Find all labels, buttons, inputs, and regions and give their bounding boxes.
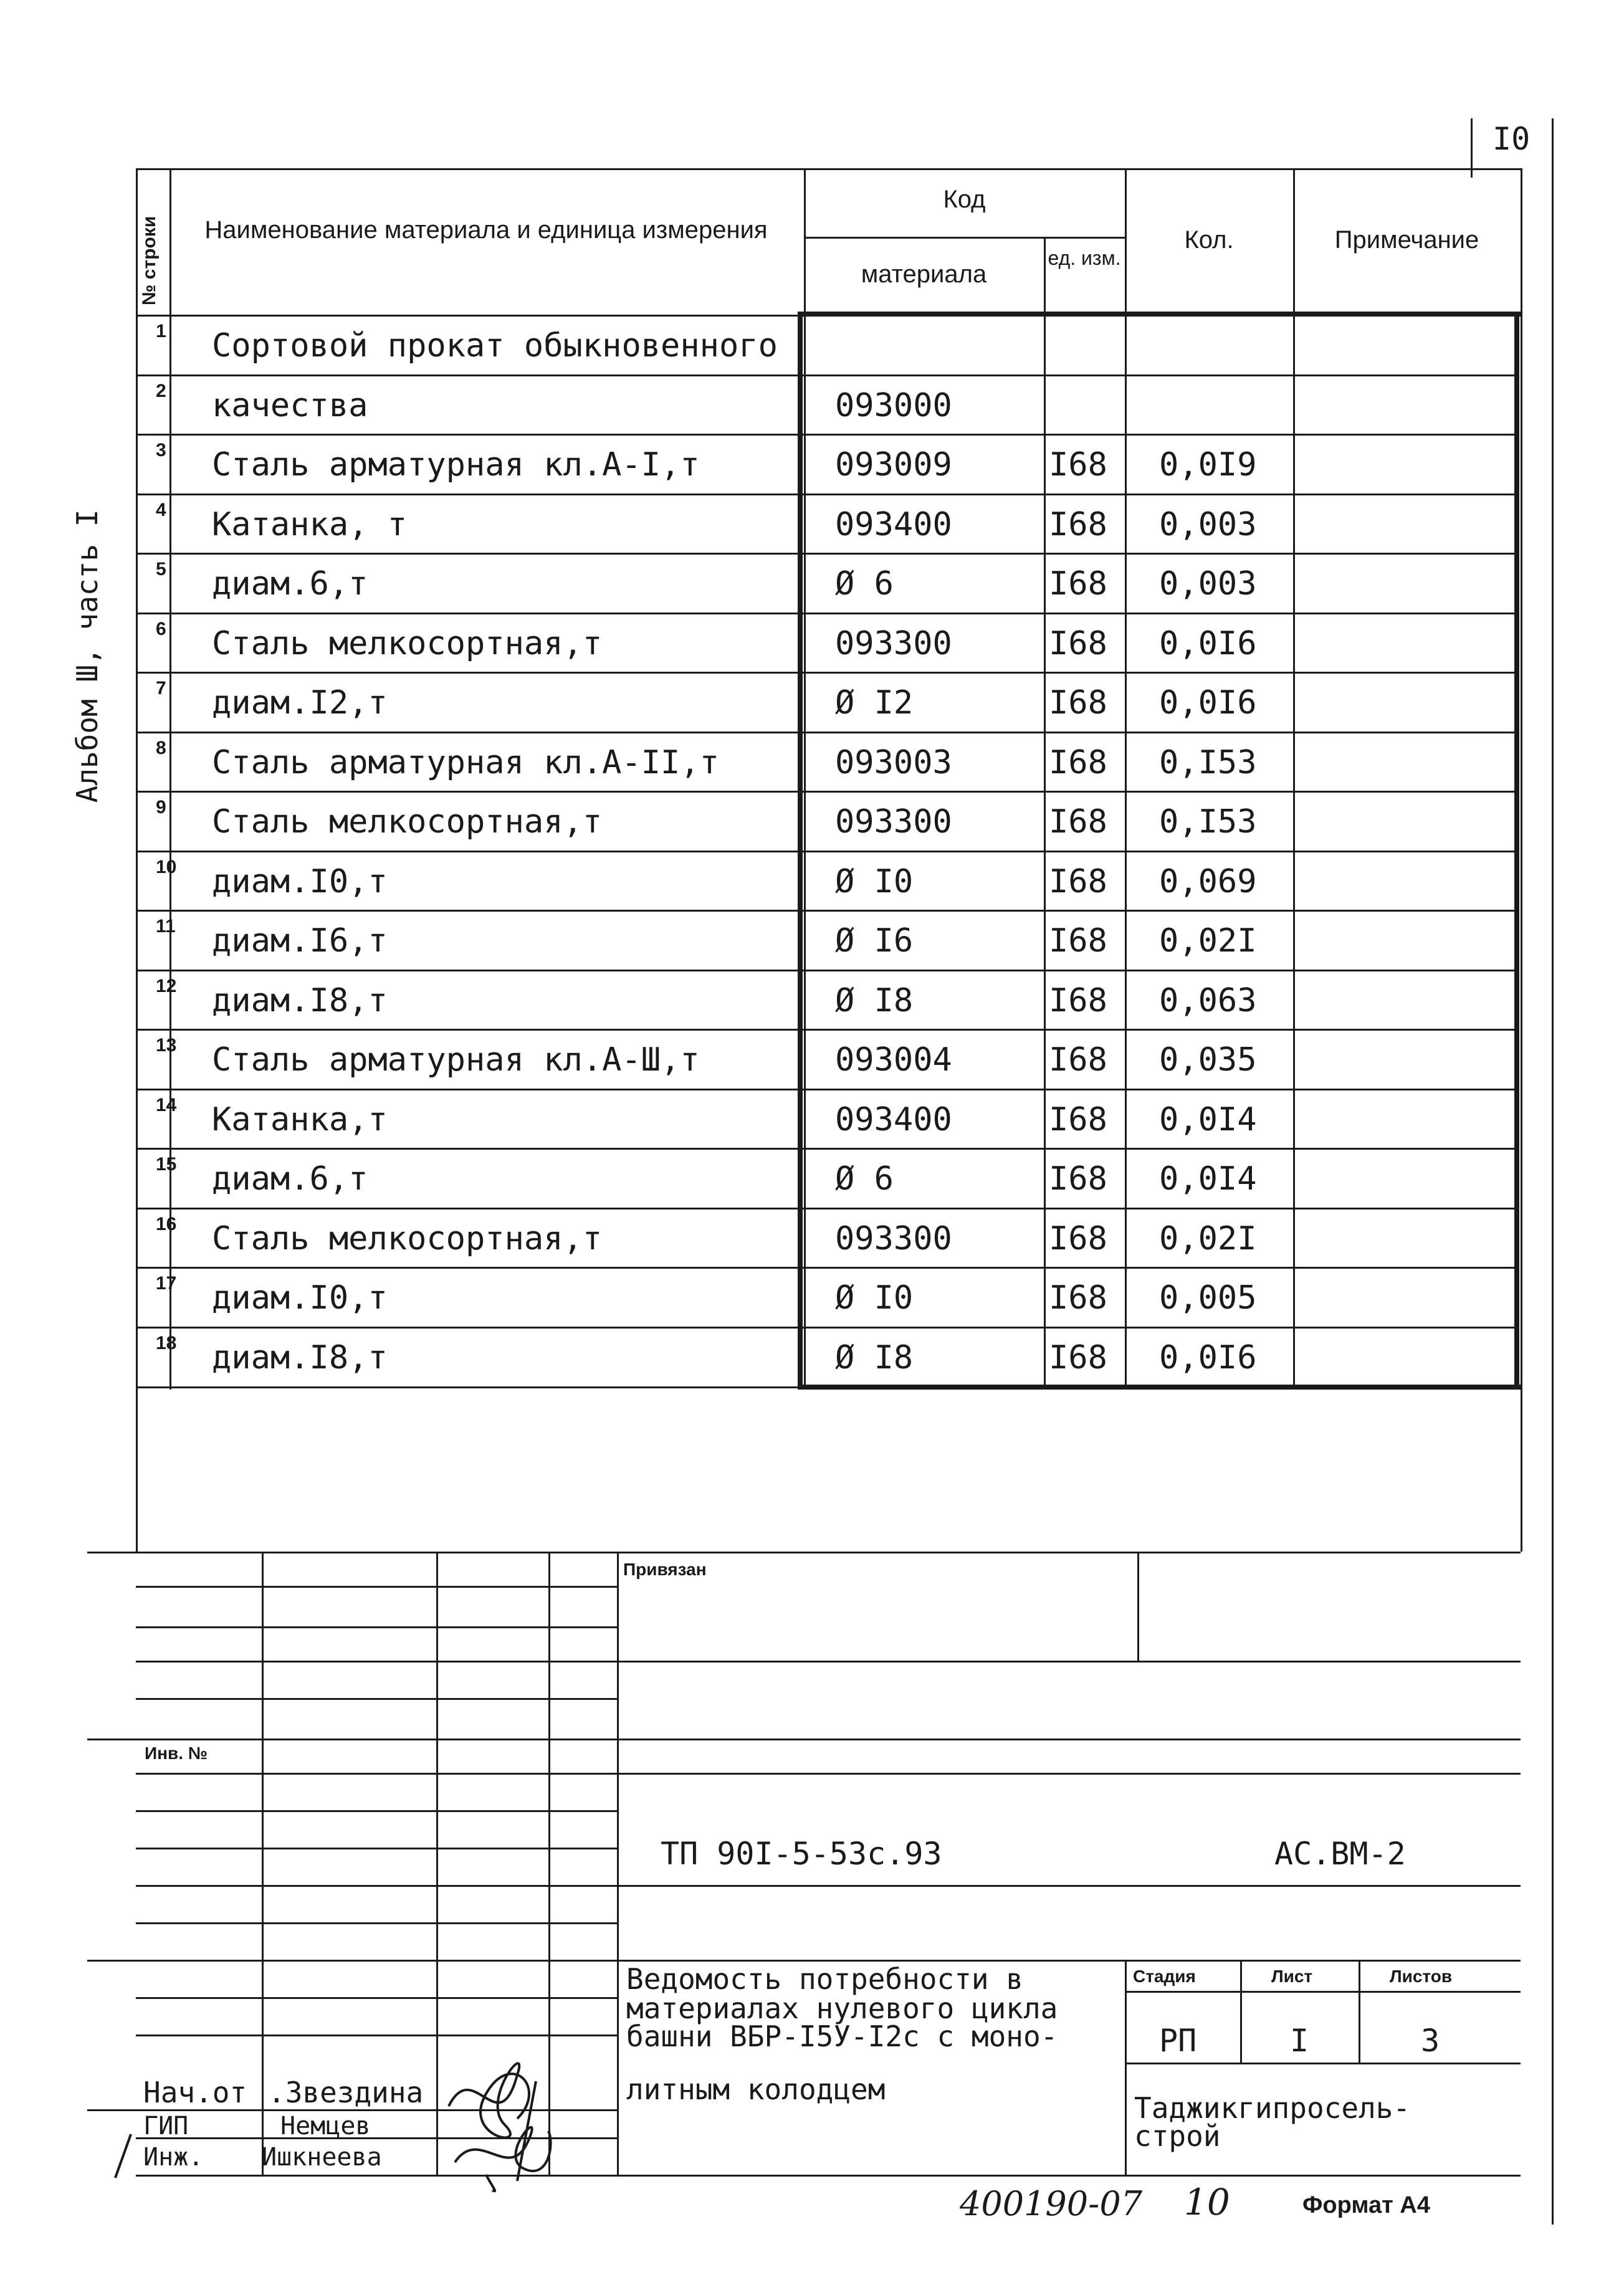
row-quantity: 0,02I [1159, 922, 1257, 960]
data-top-line [136, 315, 798, 317]
col-unit-right [1125, 168, 1127, 1390]
row-unit-code: I68 [1049, 565, 1107, 603]
row-material-name: диам.I8,т [212, 1338, 388, 1376]
row-divider [136, 613, 1519, 614]
stamp-line-g [136, 1810, 617, 1812]
stamp-line-c [136, 1661, 1521, 1662]
row-number: 9 [156, 797, 166, 818]
row-material-name: Катанка, т [212, 505, 408, 543]
row-unit-code: I68 [1049, 743, 1107, 781]
data-thick-bottom [798, 1385, 1522, 1390]
row-material-code: Ø I8 [835, 981, 914, 1019]
row-quantity: 0,0I9 [1159, 446, 1257, 484]
person-1-role: Нач.от [143, 2076, 247, 2109]
stamp-line-b [136, 1626, 617, 1628]
stamp-col-1 [262, 1552, 264, 2175]
header-note: Примечание [1334, 226, 1479, 254]
row-unit-code: I68 [1049, 1219, 1107, 1257]
row-material-code: Ø I6 [835, 922, 914, 960]
row-number: 4 [156, 499, 166, 520]
side-label: Альбом Ш, часть I [70, 509, 104, 803]
stamp-line-f [136, 1773, 1521, 1775]
code-subheader-line [804, 237, 1125, 239]
col-material-right [1044, 237, 1046, 1390]
stamp-line-j [136, 1922, 617, 1924]
row-unit-code: I68 [1049, 1041, 1107, 1079]
signature-scribble [424, 1982, 573, 2193]
row-unit-code: I68 [1049, 981, 1107, 1019]
sheet-value: I [1290, 2023, 1309, 2059]
stage-label: Стадия [1133, 1967, 1196, 1986]
stage-header-line [1125, 1991, 1521, 1993]
row-number: 3 [156, 440, 166, 460]
row-material-code: 093400 [835, 505, 952, 543]
row-unit-code: I68 [1049, 505, 1107, 543]
row-material-code: 093009 [835, 446, 952, 484]
header-qty: Кол. [1184, 226, 1234, 254]
row-material-code: 093300 [835, 803, 952, 841]
row-unit-code: I68 [1049, 684, 1107, 722]
row-material-name: Сталь арматурная кл.А-I,т [212, 446, 700, 484]
row-divider [136, 851, 1519, 852]
title-line-2: материалах нулевого цикла [626, 1992, 1058, 2025]
row-number: 11 [156, 916, 176, 937]
row-quantity: 0,0I4 [1159, 1100, 1257, 1138]
row-divider [136, 1327, 1519, 1329]
row-material-name: диам.6,т [212, 565, 368, 603]
col-qty-right [1293, 168, 1295, 1390]
row-unit-code: I68 [1049, 624, 1107, 662]
person-2-role: ГИП [143, 2112, 189, 2140]
stage-col-1 [1240, 1960, 1242, 2063]
row-number: 1 [156, 321, 166, 341]
row-quantity: 0,003 [1159, 565, 1257, 603]
footer-handwritten-num: 10 [1184, 2181, 1230, 2223]
row-material-code: Ø I2 [835, 684, 914, 722]
row-unit-code: I68 [1049, 446, 1107, 484]
stamp-privyazan: Привязан [623, 1560, 707, 1579]
row-material-code: 093400 [835, 1100, 952, 1138]
row-divider [136, 374, 1519, 376]
row-material-code: 093300 [835, 1219, 952, 1257]
row-quantity: 0,0I6 [1159, 1338, 1257, 1376]
stamp-line-a [136, 1586, 617, 1588]
title-line-4: литным колодцем [626, 2073, 886, 2106]
person-3-role: Инж. [143, 2143, 204, 2172]
stamp-line-d [136, 1698, 617, 1700]
title-line-3: башни ВБР-I5У-I2с с моно- [626, 2020, 1058, 2053]
row-divider [136, 1148, 1519, 1150]
row-material-code: Ø 6 [835, 1160, 894, 1198]
row-number: 5 [156, 559, 166, 580]
row-unit-code: I68 [1049, 862, 1107, 900]
sheets-label: Листов [1390, 1967, 1453, 1986]
row-material-name: диам.I0,т [212, 1279, 388, 1317]
stamp-col-4 [617, 1552, 619, 2175]
row-quantity: 0,063 [1159, 981, 1257, 1019]
row-material-code: Ø I0 [835, 1279, 914, 1317]
row-quantity: 0,02I [1159, 1219, 1257, 1257]
row-quantity: 0,0I4 [1159, 1160, 1257, 1198]
row-number: 14 [156, 1094, 177, 1115]
row-unit-code: I68 [1049, 1100, 1107, 1138]
person-3-name: Ишкнеева [262, 2143, 382, 2172]
row-divider [136, 970, 1519, 971]
stamp-inv-no: Инв. № [145, 1744, 208, 1763]
footer-format: Формат А4 [1302, 2192, 1430, 2218]
row-quantity: 0,003 [1159, 505, 1257, 543]
row-quantity: 0,0I6 [1159, 684, 1257, 722]
stamp-privyazan-divider [1137, 1552, 1139, 1661]
stamp-line-e [87, 1739, 1521, 1740]
stamp-line-k [87, 1960, 1521, 1962]
title-line-1: Ведомость потребности в [626, 1962, 1023, 1996]
row-unit-code: I68 [1049, 1160, 1107, 1198]
org-line-2: строй [1134, 2119, 1221, 2153]
page-number: I0 [1493, 121, 1531, 157]
row-number: 12 [156, 975, 177, 996]
row-quantity: 0,I53 [1159, 803, 1257, 841]
row-number: 7 [156, 678, 166, 699]
row-material-name: Сталь мелкосортная,т [212, 1219, 603, 1257]
row-quantity: 0,005 [1159, 1279, 1257, 1317]
footer-handwritten-code: 400190-07 [960, 2184, 1143, 2223]
row-material-name: диам.I6,т [212, 922, 388, 960]
data-thick-top [798, 312, 1522, 317]
row-unit-code: I68 [1049, 803, 1107, 841]
row-number: 16 [156, 1213, 177, 1234]
stamp-sheet-code: АС.ВМ-2 [1274, 1836, 1406, 1872]
row-quantity: 0,0I6 [1159, 624, 1257, 662]
row-quantity: 0,I53 [1159, 743, 1257, 781]
row-divider [136, 494, 1519, 495]
row-divider [136, 732, 1519, 733]
row-divider [136, 791, 1519, 793]
stamp-line-h [136, 1848, 617, 1849]
row-unit-code: I68 [1049, 922, 1107, 960]
header-unit: ед. изм. [1048, 247, 1121, 269]
row-number: 6 [156, 618, 166, 639]
row-number: 8 [156, 737, 166, 758]
table-top-border [136, 168, 1522, 170]
row-material-code: 093300 [835, 624, 952, 662]
stage-bottom-line [1125, 2063, 1521, 2064]
stamp-doc-code: ТП 90I-5-53с.93 [661, 1836, 942, 1872]
row-number: 2 [156, 380, 166, 401]
row-unit-code: I68 [1049, 1338, 1107, 1376]
row-divider [136, 672, 1519, 674]
row-material-name: диам.I2,т [212, 684, 388, 722]
stamp-bottom [136, 2175, 1521, 2177]
header-name: Наименование материала и единица измерения [204, 216, 768, 244]
row-divider [136, 553, 1519, 555]
row-material-code: Ø I0 [835, 862, 914, 900]
page-right-border [1552, 168, 1554, 2225]
row-material-code: Ø 6 [835, 565, 894, 603]
row-material-name: Сталь мелкосортная,т [212, 803, 603, 841]
data-bottom-line [136, 1386, 798, 1388]
row-divider [136, 1267, 1519, 1269]
stage-value: РП [1159, 2023, 1197, 2059]
row-material-code: 093000 [835, 386, 952, 424]
row-number: 10 [156, 856, 177, 877]
row-number: 15 [156, 1154, 177, 1175]
row-material-name: Катанка,т [212, 1100, 388, 1138]
sheets-value: 3 [1421, 2023, 1440, 2059]
row-material-name: диам.I0,т [212, 862, 388, 900]
row-material-name: качества [212, 386, 368, 424]
col-rownum-right [170, 168, 171, 1390]
row-material-name: диам.6,т [212, 1160, 368, 1198]
row-material-name: диам.I8,т [212, 981, 388, 1019]
row-material-code: 093003 [835, 743, 952, 781]
row-divider [136, 1208, 1519, 1209]
row-material-code: 093004 [835, 1041, 952, 1079]
row-divider [136, 1029, 1519, 1031]
row-material-code: Ø I8 [835, 1338, 914, 1376]
row-number: 17 [156, 1273, 177, 1294]
row-unit-code: I68 [1049, 1279, 1107, 1317]
row-material-name: Сталь арматурная кл.А-Ш,т [212, 1041, 700, 1079]
row-divider [136, 1089, 1519, 1090]
row-divider [136, 434, 1519, 436]
row-quantity: 0,069 [1159, 862, 1257, 900]
header-code: Код [943, 186, 986, 213]
row-quantity: 0,035 [1159, 1041, 1257, 1079]
sheet-label: Лист [1271, 1967, 1313, 1986]
row-number: 18 [156, 1332, 177, 1353]
header-material: материала [861, 260, 987, 288]
frame-right-inner [1521, 168, 1522, 1552]
header-row-no: № строки [139, 216, 160, 305]
stamp-line-i [136, 1885, 1521, 1887]
margin-slash [106, 2131, 143, 2181]
row-number: 13 [156, 1035, 177, 1056]
row-material-name: Сталь арматурная кл.А-II,т [212, 743, 719, 781]
stage-col-2 [1359, 1960, 1360, 2063]
row-divider [136, 910, 1519, 912]
stamp-top [87, 1552, 1521, 1553]
person-1-name: .Звездина [268, 2076, 424, 2109]
col-name-right [804, 168, 806, 1390]
row-material-name: Сталь мелкосортная,т [212, 624, 603, 662]
row-material-name: Сортовой прокат обыкновенного [212, 327, 778, 365]
org-line-1: Таджикгипросель- [1134, 2091, 1411, 2125]
person-2-name: Немцев [280, 2112, 371, 2140]
